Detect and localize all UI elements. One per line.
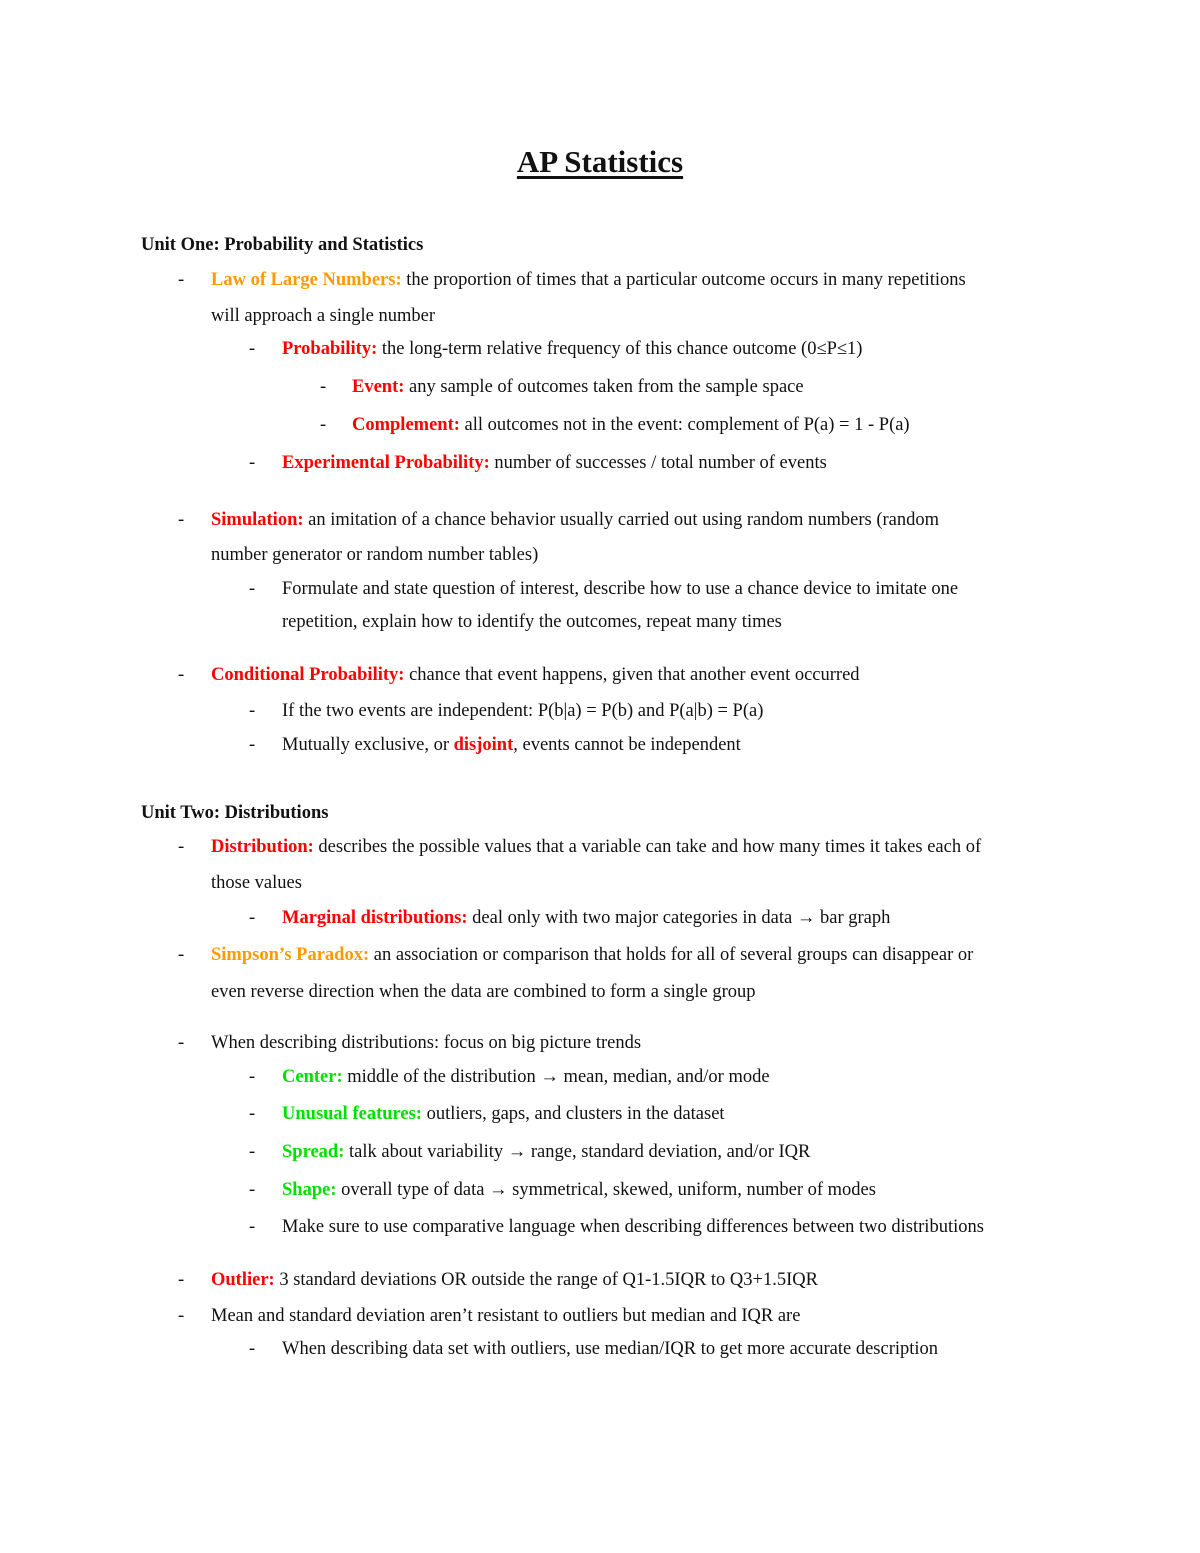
list-item-simulation xyxy=(211,508,939,532)
list-item-comparative-language: Make sure to use comparative language when describing differences between two distributions xyxy=(282,1217,984,1237)
bullet-dash: - xyxy=(320,415,327,435)
bullet-dash: - xyxy=(249,1339,256,1359)
term-conditional-probability: Conditional Probability: xyxy=(211,665,405,685)
bullet-dash: - xyxy=(178,510,185,530)
definition-continuation: repetition, explain how to identify the outcomes, repeat many times xyxy=(282,612,782,632)
term-distribution: Distribution: xyxy=(211,837,314,857)
bullet-dash: - xyxy=(249,1104,256,1124)
definition-text: all outcomes not in the event: complement of P(a) = 1 - P(a) xyxy=(459,415,910,435)
definition-text: an imitation of a chance behavior usually carried out using random numbers (random xyxy=(303,510,940,530)
definition-text: the proportion of times that a particular outcome occurs in many repetitions xyxy=(401,270,966,290)
definition-continuation: even reverse direction when the data are combined to form a single group xyxy=(211,982,756,1002)
definition-continuation: those values xyxy=(211,873,302,893)
term-shape: Shape: xyxy=(282,1180,337,1200)
list-item-law-of-large-numbers xyxy=(211,268,966,292)
term-spread: Spread: xyxy=(282,1142,345,1162)
list-item-event xyxy=(352,375,804,399)
bullet-dash: - xyxy=(249,908,256,928)
bullet-dash: - xyxy=(249,579,256,599)
list-item-marginal-distributions xyxy=(282,906,890,930)
bullet-dash: - xyxy=(178,837,185,857)
definition-continuation: will approach a single number xyxy=(211,306,435,326)
bullet-dash: - xyxy=(249,1067,256,1087)
term-experimental-probability: Experimental Probability: xyxy=(282,453,490,473)
list-item-unusual-features xyxy=(282,1102,725,1126)
definition-text: chance that event happens, given that another event occurred xyxy=(404,665,860,685)
definition-text: describes the possible values that a variable can take and how many times it takes each of xyxy=(313,837,982,857)
definition-text: deal only with two major categories in data → bar graph xyxy=(467,908,891,928)
list-item-complement xyxy=(352,413,910,437)
term-event: Event: xyxy=(352,377,405,397)
list-item-independence: If the two events are independent: P(b|a) = P(b) and P(a|b) = P(a) xyxy=(282,701,764,721)
list-item-experimental-probability xyxy=(282,451,827,475)
bullet-dash: - xyxy=(178,270,185,290)
text-segment: , events cannot be independent xyxy=(513,735,741,755)
unit-one-heading: Unit One: Probability and Statistics xyxy=(141,235,424,255)
bullet-dash: - xyxy=(178,945,185,965)
list-item-outlier xyxy=(211,1268,818,1292)
list-item-resistance: Mean and standard deviation aren’t resistant to outliers but median and IQR are xyxy=(211,1306,801,1326)
bullet-dash: - xyxy=(178,665,185,685)
list-item-simulation-steps: Formulate and state question of interest, describe how to use a chance device to imitate one xyxy=(282,579,959,599)
definition-text: outliers, gaps, and clusters in the dataset xyxy=(421,1104,725,1124)
bullet-dash: - xyxy=(178,1033,185,1053)
term-outlier: Outlier: xyxy=(211,1270,275,1290)
term-unusual-features: Unusual features: xyxy=(282,1104,422,1124)
definition-text: number of successes / total number of events xyxy=(489,453,827,473)
bullet-dash: - xyxy=(320,377,327,397)
bullet-dash: - xyxy=(178,1270,185,1290)
term-simpsons-paradox: Simpson’s Paradox: xyxy=(211,945,370,965)
bullet-dash: - xyxy=(249,339,256,359)
term-probability: Probability: xyxy=(282,339,378,359)
list-item-center xyxy=(282,1065,770,1089)
bullet-dash: - xyxy=(249,453,256,473)
term-complement: Complement: xyxy=(352,415,460,435)
list-item-simpsons-paradox xyxy=(211,943,973,967)
definition-text: 3 standard deviations OR outside the range of Q1-1.5IQR to Q3+1.5IQR xyxy=(274,1270,818,1290)
bullet-dash: - xyxy=(249,701,256,721)
definition-text: talk about variability → range, standard deviation, and/or IQR xyxy=(344,1142,811,1162)
definition-text: the long-term relative frequency of this chance outcome (0≤P≤1) xyxy=(377,339,863,359)
list-item-probability xyxy=(282,337,862,361)
term-simulation: Simulation: xyxy=(211,510,304,530)
definition-text: any sample of outcomes taken from the sample space xyxy=(404,377,804,397)
term-disjoint: disjoint xyxy=(453,735,514,755)
list-item-mutually-exclusive xyxy=(282,733,741,757)
bullet-dash: - xyxy=(249,1180,256,1200)
bullet-dash: - xyxy=(249,735,256,755)
term-center: Center: xyxy=(282,1067,343,1087)
bullet-dash: - xyxy=(249,1217,256,1237)
list-item-outlier-description: When describing data set with outliers, use median/IQR to get more accurate description xyxy=(282,1339,939,1359)
term-law-of-large-numbers: Law of Large Numbers: xyxy=(211,270,402,290)
definition-continuation: number generator or random number tables) xyxy=(211,545,539,565)
list-item-conditional-probability xyxy=(211,663,860,687)
bullet-dash: - xyxy=(178,1306,185,1326)
term-marginal-distributions: Marginal distributions: xyxy=(282,908,468,928)
unit-two-heading: Unit Two: Distributions xyxy=(141,803,329,823)
definition-text: middle of the distribution → mean, median, and/or mode xyxy=(342,1067,770,1087)
definition-text: an association or comparison that holds for all of several groups can disappear or xyxy=(369,945,974,965)
definition-text: overall type of data → symmetrical, skewed, uniform, number of modes xyxy=(336,1180,876,1200)
list-item-describing-distributions: When describing distributions: focus on big picture trends xyxy=(211,1033,642,1053)
bullet-dash: - xyxy=(249,1142,256,1162)
text-segment: Mutually exclusive, or xyxy=(282,735,454,755)
list-item-shape xyxy=(282,1178,876,1202)
list-item-spread xyxy=(282,1140,810,1164)
list-item-distribution xyxy=(211,835,981,859)
page-title: AP Statistics xyxy=(516,144,684,179)
